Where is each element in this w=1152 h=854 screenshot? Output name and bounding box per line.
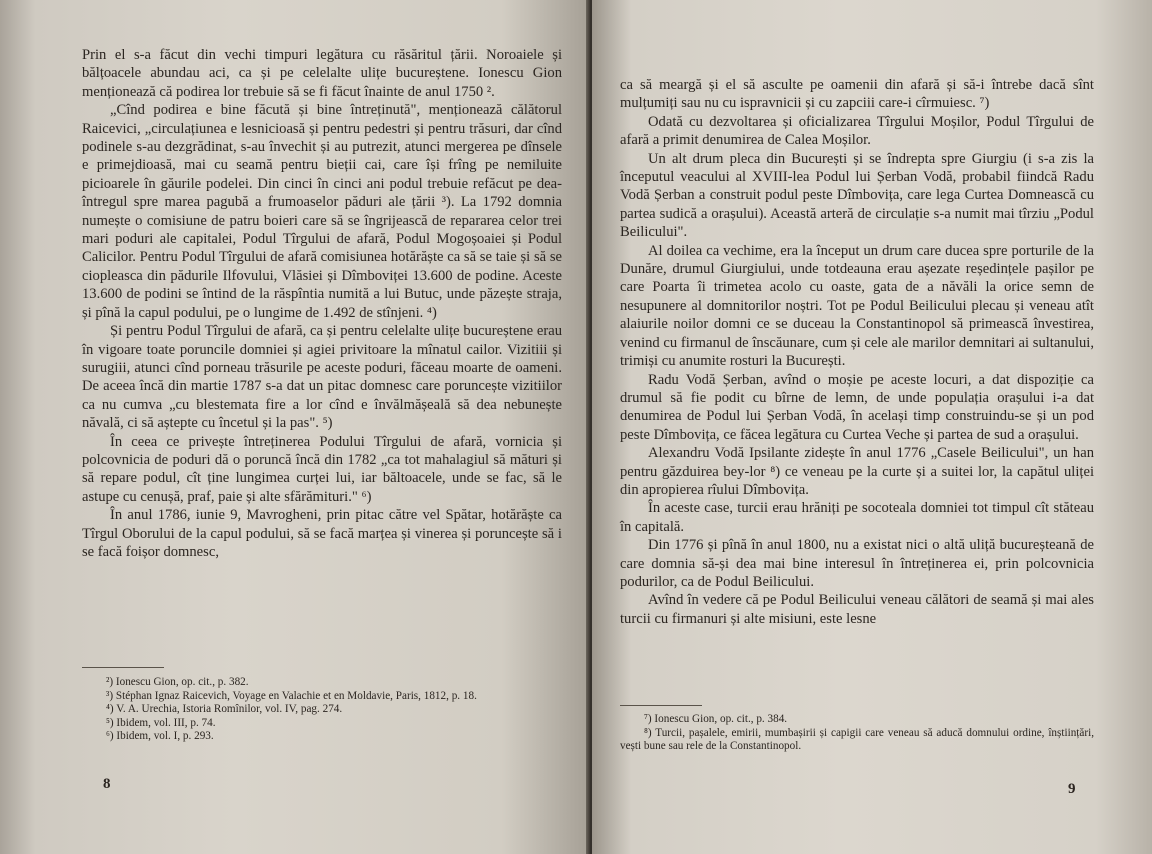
right-footnotes xyxy=(620,713,1094,754)
left-paragraph-2: „Cînd podirea e bine făcută și bine întreținută", menționează călătorul Raicevici, „circulațiunea e lesnicioasă și pentru pedestri și pentru trăsuri, dar cînd podinele s-au dezgrădinat, s-au învechit și au putrezit, atunci mergerea pe dînsele e primejdioasă, mai cu seamă pentru bieții cai, care își frîng pe nemiluite picioarele în găurile podelei. Din cinci în cinci ani podul trebuie refăcut pe dea-întregul spre marea pagubă a frumoaselor păduri ale țării ³). La 1792 domnia numește o comisiune de patru boieri care să se îngrijească de repararea celor trei mari poduri ale capitalei, Podul Tîrgului de afară, Podul Mogoșoaiei și Podul Calicilor. Pentru Podul Tîrgului de afară comisiunea hotărăște ca să se taie și să se ciopleasca din pădurile Ilfovului, Vlăsiei și Dîmboviței 13.600 de podine. Aceste 13.600 de podini se întind de la răspîntia numită a lui Butuc, unde păzește straja, și pînă la capul podului, pe o lungime de 1.492 de stînjeni. ⁴) xyxy=(82,102,562,321)
footnote-7: ⁷) Ionescu Gion, op. cit., p. 384. xyxy=(644,713,788,725)
right-paragraph-9: Avînd în vedere că pe Podul Beilicului veneau călători de seamă și mai ales turcii cu firmanuri și alte misiuni, este lesne xyxy=(620,592,1094,627)
right-page xyxy=(592,0,1152,854)
footnote-6: ⁶) Ibidem, vol. I, p. 293. xyxy=(106,730,214,743)
footnote-2: ²) Ionescu Gion, op. cit., p. 382. xyxy=(106,676,249,688)
footnote-5: ⁵) Ibidem, vol. III, p. 74. xyxy=(106,716,216,729)
right-paragraph-7: În aceste case, turcii erau hrăniți pe socoteala domniei tot timpul cît stăteau în capitală. xyxy=(620,500,1094,535)
right-paragraph-4: Al doilea ca vechime, era la început un drum care ducea spre porturile de la Dunăre, drumul Giurgiului, unde totdeauna erau așezate reședințele pașilor pe care Poarta îi trimetea acolo cu oaste, gata de a năvăli la orice semn de nesupunere al domnitorilor noștri. Tot pe Podul Beilicului plecau și veneau atît alaiurile noilor domni ce se duceau la Constantinopol să primească învestirea, venind cu firmanul de înscăunare, cum și cele ale marilor demnitari ai sultanului, trimiși cu anumite rosturi la București. xyxy=(620,242,1094,370)
left-footnotes xyxy=(82,676,562,744)
left-paragraph-1: Prin el s-a făcut din vechi timpuri legătura cu răsăritul țării. Noroaiele și bălțoacele abundau aci, ca și pe celelalte ulițe bucureștene. Ionescu Gion menționează că podirea lor trebuie să se fi făcut înainte de anul 1750 ². xyxy=(82,47,562,100)
left-paragraph-3: Și pentru Podul Tîrgului de afară, ca și pentru celelalte ulițe bucureștene erau în vigoare toate poruncile domniei și agiei privitoare la mînatul cailor. Vizitiii și surugiii, atunci cînd porneau trăsurile pe aceste poduri, făceau moarte de oameni. De aceea încă din martie 1787 s-a dat un pitac domnesc care poruncește vizitiilor ca nu cumva „cu blestemata fire a lor cînd e învălmășeală să dea nebunește năvală, ci să aștepte cu încetul și la pas". ⁵) xyxy=(82,323,562,432)
footnote-3: ³) Stéphan Ignaz Raicevich, Voyage en Valachie et en Moldavie, Paris, 1812, p. 18. xyxy=(106,689,477,702)
left-paragraph-4: În ceea ce privește întreținerea Podului Tîrgului de afară, vornicia și polcovnicia de poduri dă o poruncă încă din 1782 „ca tot mahalagiul să mături și să repare podul, cît ține lungimea curței lui, iar băltoacele, unde se fac, să le astupe cu cenușă, praf, paie și alte sfărămituri." ⁶) xyxy=(82,433,562,505)
right-paragraph-3: Un alt drum pleca din București și se îndrepta spre Giurgiu (i s-a zis la începutul veacului al XVIII-lea Podul lui Șerban Vodă, probabil fiindcă Radu Vodă Șerban a construit podul peste Dîmbovița, care lega Curtea Domnească cu partea sudică a orașului). Această arteră de circulație s-a numit mai tîrziu „Podul Beilicului". xyxy=(620,150,1094,241)
right-body-text xyxy=(620,76,1094,628)
right-footnote-rule xyxy=(620,705,702,706)
right-paragraph-6: Alexandru Vodă Ipsilante zidește în anul 1776 „Casele Beilicului", un han pentru găzduirea bey-lor ⁸) ce veneau pe la curte și a suitei lor, la capătul uliței din apropierea rîului Dîmbovița. xyxy=(620,445,1094,498)
left-page-number: 8 xyxy=(103,776,111,792)
right-paragraph-8: Din 1776 și pînă în anul 1800, nu a existat nici o altă uliță bucureșteană de care domnia să-și dea mai bine interesul în întreținerea ei, prin polcovnicia podurilor, ca de Podul Beilicului. xyxy=(620,537,1094,590)
right-paragraph-2: Odată cu dezvoltarea și oficializarea Tîrgului Moșilor, Podul Tîrgului de afară a primit denumirea de Calea Moșilor. xyxy=(620,113,1094,149)
footnote-4: ⁴) V. A. Urechia, Istoria Romînilor, vol. IV, pag. 274. xyxy=(106,703,343,716)
right-page-number: 9 xyxy=(1068,781,1076,797)
left-body-text xyxy=(82,46,562,561)
footnote-8: ⁸) Turcii, pașalele, emirii, mumbașirii și capigii care veneau să aducă domnului ordine, înștiințări, vești bune sau rele de la Constantinopol. xyxy=(620,726,1094,753)
right-paragraph-5: Radu Vodă Șerban, avînd o moșie pe aceste locuri, a dat dispoziție ca drumul să fie podit cu bîrne de lemn, de unde populația orașului i-a dat denumirea de Podul lui Șerban Vodă, în același timp construindu-se și un pod peste Dîmbovița, ce făcea legătura cu Curtea Veche și partea de sud a orașului. xyxy=(620,371,1094,443)
right-paragraph-1: ca să meargă și el să asculte pe oamenii din afară și să-i întrebe dacă sînt mulțumiți sau nu cu ispravnicii și cu zapciii care-i cîrmuiesc. ⁷) xyxy=(620,77,1094,112)
left-footnote-rule xyxy=(82,667,164,668)
left-paragraph-5: În anul 1786, iunie 9, Mavrogheni, prin pitac către vel Spătar, hotărăște ca Tîrgul Oborului de la capul podului, să se facă marțea și vinerea și poruncește să i se facă foișor domnesc, xyxy=(82,507,562,560)
